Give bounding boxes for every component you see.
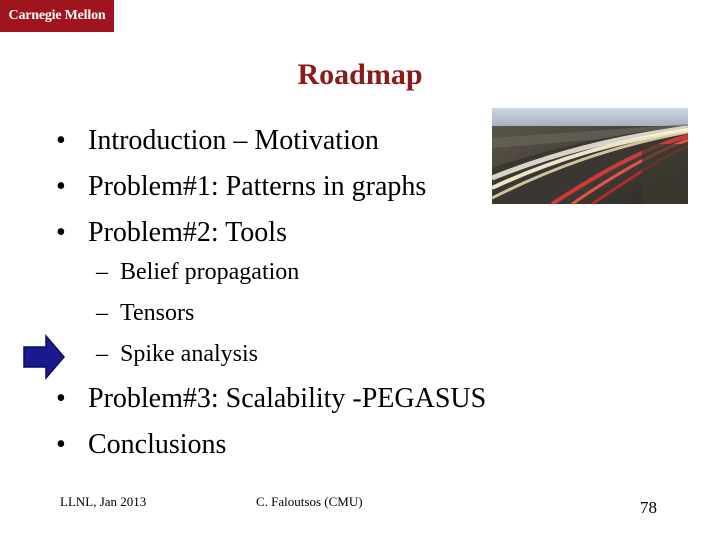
sub-bullet-list — [96, 252, 299, 375]
footer-author: C. Faloutsos (CMU) — [256, 494, 363, 509]
bullet-item: • Problem#1: Patterns in graphs — [56, 171, 427, 202]
top-bullet-list — [56, 118, 426, 256]
carnegie-mellon-logo: Carnegie Mellon — [0, 0, 114, 32]
sub-bullet-item: – Belief propagation — [96, 259, 300, 285]
bullet-item: • Introduction – Motivation — [56, 125, 379, 156]
page-number: 78 — [640, 498, 657, 517]
bullet-item: • Conclusions — [56, 429, 227, 460]
bullet-item: • Problem#3: Scalability -PEGASUS — [56, 383, 487, 414]
bottom-bullet-list — [56, 376, 486, 468]
highway-night-photo — [492, 108, 688, 204]
slide-title: Roadmap — [297, 58, 423, 91]
bullet-item: • Problem#2: Tools — [56, 217, 287, 248]
sub-bullet-item: – Tensors — [96, 300, 195, 326]
sub-bullet-item: – Spike analysis — [96, 341, 258, 367]
footer-venue: LLNL, Jan 2013 — [60, 494, 147, 509]
right-arrow-icon — [22, 334, 66, 380]
